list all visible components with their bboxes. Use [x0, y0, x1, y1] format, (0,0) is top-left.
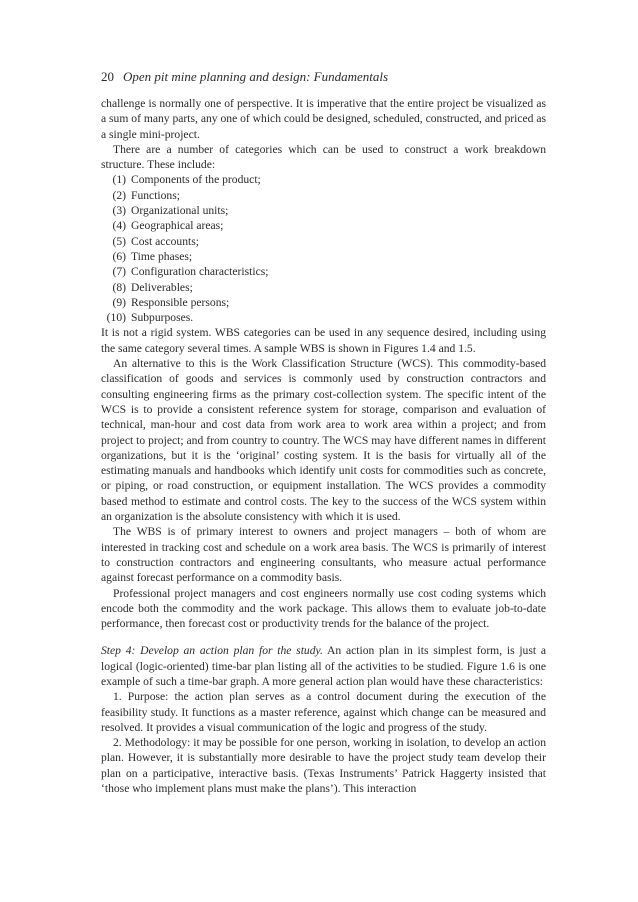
body-text [101, 96, 546, 796]
list-number: (1) [112, 173, 126, 187]
list-number: (7) [112, 265, 126, 279]
list-item [101, 188, 546, 203]
paragraph: 2. Methodology: it may be possible for one person, working in isolation, to develop an action plan. However, it is substantially more desirable to have the project study team develop their plan on a participative, interactive basis. (Texas Instruments’ Patrick Haggerty insisted that ‘those who implement plans must make the plans’). This interaction [101, 736, 546, 796]
paragraph: Professional project managers and cost engineers normally use cost coding systems which encode both the commodity and the work package. This allows them to evaluate job-to-date performance, then forecast cost or productivity trends for the balance of the project. [101, 586, 546, 631]
list-number: (6) [112, 249, 126, 263]
list-number: (10) [106, 311, 126, 325]
list-item [101, 264, 546, 279]
list-text: Configuration characteristics; [131, 265, 269, 279]
list-number: (9) [112, 295, 126, 309]
list-item [101, 172, 546, 187]
paragraph: An alternative to this is the Work Classification Structure (WCS). This commodity-based classification of goods and services is commonly used by construction contractors and consulting engineering firms as the primary cost-collection system. The specific intent of the WCS is to provide a consistent reference system for storage, comparison and evaluation of technical, man-hour and cost data from work area to work area within a project; and from project to project; and from country to country. The WCS may have different names in different organizations, but it is the ‘original’ costing system. It is the basis for virtually all of the estimating manuals and handbooks which identify unit costs for commodities such as concrete, or piping, or road construction, or equipment installation. The WCS provides a commodity based method to estimate and control costs. The key to the success of the WCS system within an organization is the absolute consistency with which it is used. [101, 357, 546, 524]
running-header [101, 68, 546, 86]
list-text: Cost accounts; [131, 234, 199, 248]
paragraph: 1. Purpose: the action plan serves as a control document during the execution of the feasibility study. It functions as a master reference, against which change can be measured and resolved. It provides a visual communication of the logic and progress of the study. [101, 690, 546, 734]
list-item [101, 249, 546, 264]
list-text: Geographical areas; [131, 219, 224, 233]
list-number: (8) [112, 280, 126, 294]
list-text: Time phases; [131, 249, 193, 263]
list-item [101, 203, 546, 218]
list-text: Components of the product; [131, 173, 261, 187]
page-number: 20 [101, 69, 114, 84]
list-text: Functions; [131, 188, 180, 202]
list-number: (4) [112, 219, 126, 233]
step-4-text: An action plan in its simplest form, is just a logical (logic-oriented) time-bar plan listing all of the activities to be studied. Figure 1.6 is one example of such a time-bar graph. A more general action plan would have these characteristics: [101, 644, 546, 688]
list-text: Deliverables; [131, 280, 193, 294]
paragraph: There are a number of categories which can be used to construct a work breakdown structure. These include: [101, 142, 546, 172]
running-title: Open pit mine planning and design: Fundamentals [123, 69, 389, 84]
list-item [101, 310, 546, 325]
paragraph: The WBS is of primary interest to owners and project managers – both of whom are interested in tracking cost and schedule on a work area basis. The WCS is primarily of interest to construction contractors and engineering consultants, who measure actual performance against forecast performance on a commodity basis. [101, 525, 546, 585]
list-number: (5) [112, 234, 126, 248]
step-4-heading: Step 4: Develop an action plan for the study. [101, 644, 323, 658]
list-text: Organizational units; [131, 204, 229, 218]
list-number: (3) [112, 204, 126, 218]
list-number: (2) [112, 188, 126, 202]
list-text: Subpurposes. [131, 311, 194, 325]
list-item [101, 218, 546, 233]
paragraph: It is not a rigid system. WBS categories can be used in any sequence desired, including using the same category several times. A sample WBS is shown in Figures 1.4 and 1.5. [101, 326, 546, 355]
wbs-category-list [101, 172, 546, 325]
section-spacer [101, 631, 546, 643]
paragraph: challenge is normally one of perspective. It is imperative that the entire project be visualized as a sum of many parts, any one of which could be designed, scheduled, constructed, and priced as a single mini-project. [101, 97, 546, 141]
step-4-paragraph [101, 643, 546, 689]
list-item [101, 234, 546, 249]
list-item [101, 280, 546, 295]
list-item [101, 295, 546, 310]
list-text: Responsible persons; [131, 295, 230, 309]
